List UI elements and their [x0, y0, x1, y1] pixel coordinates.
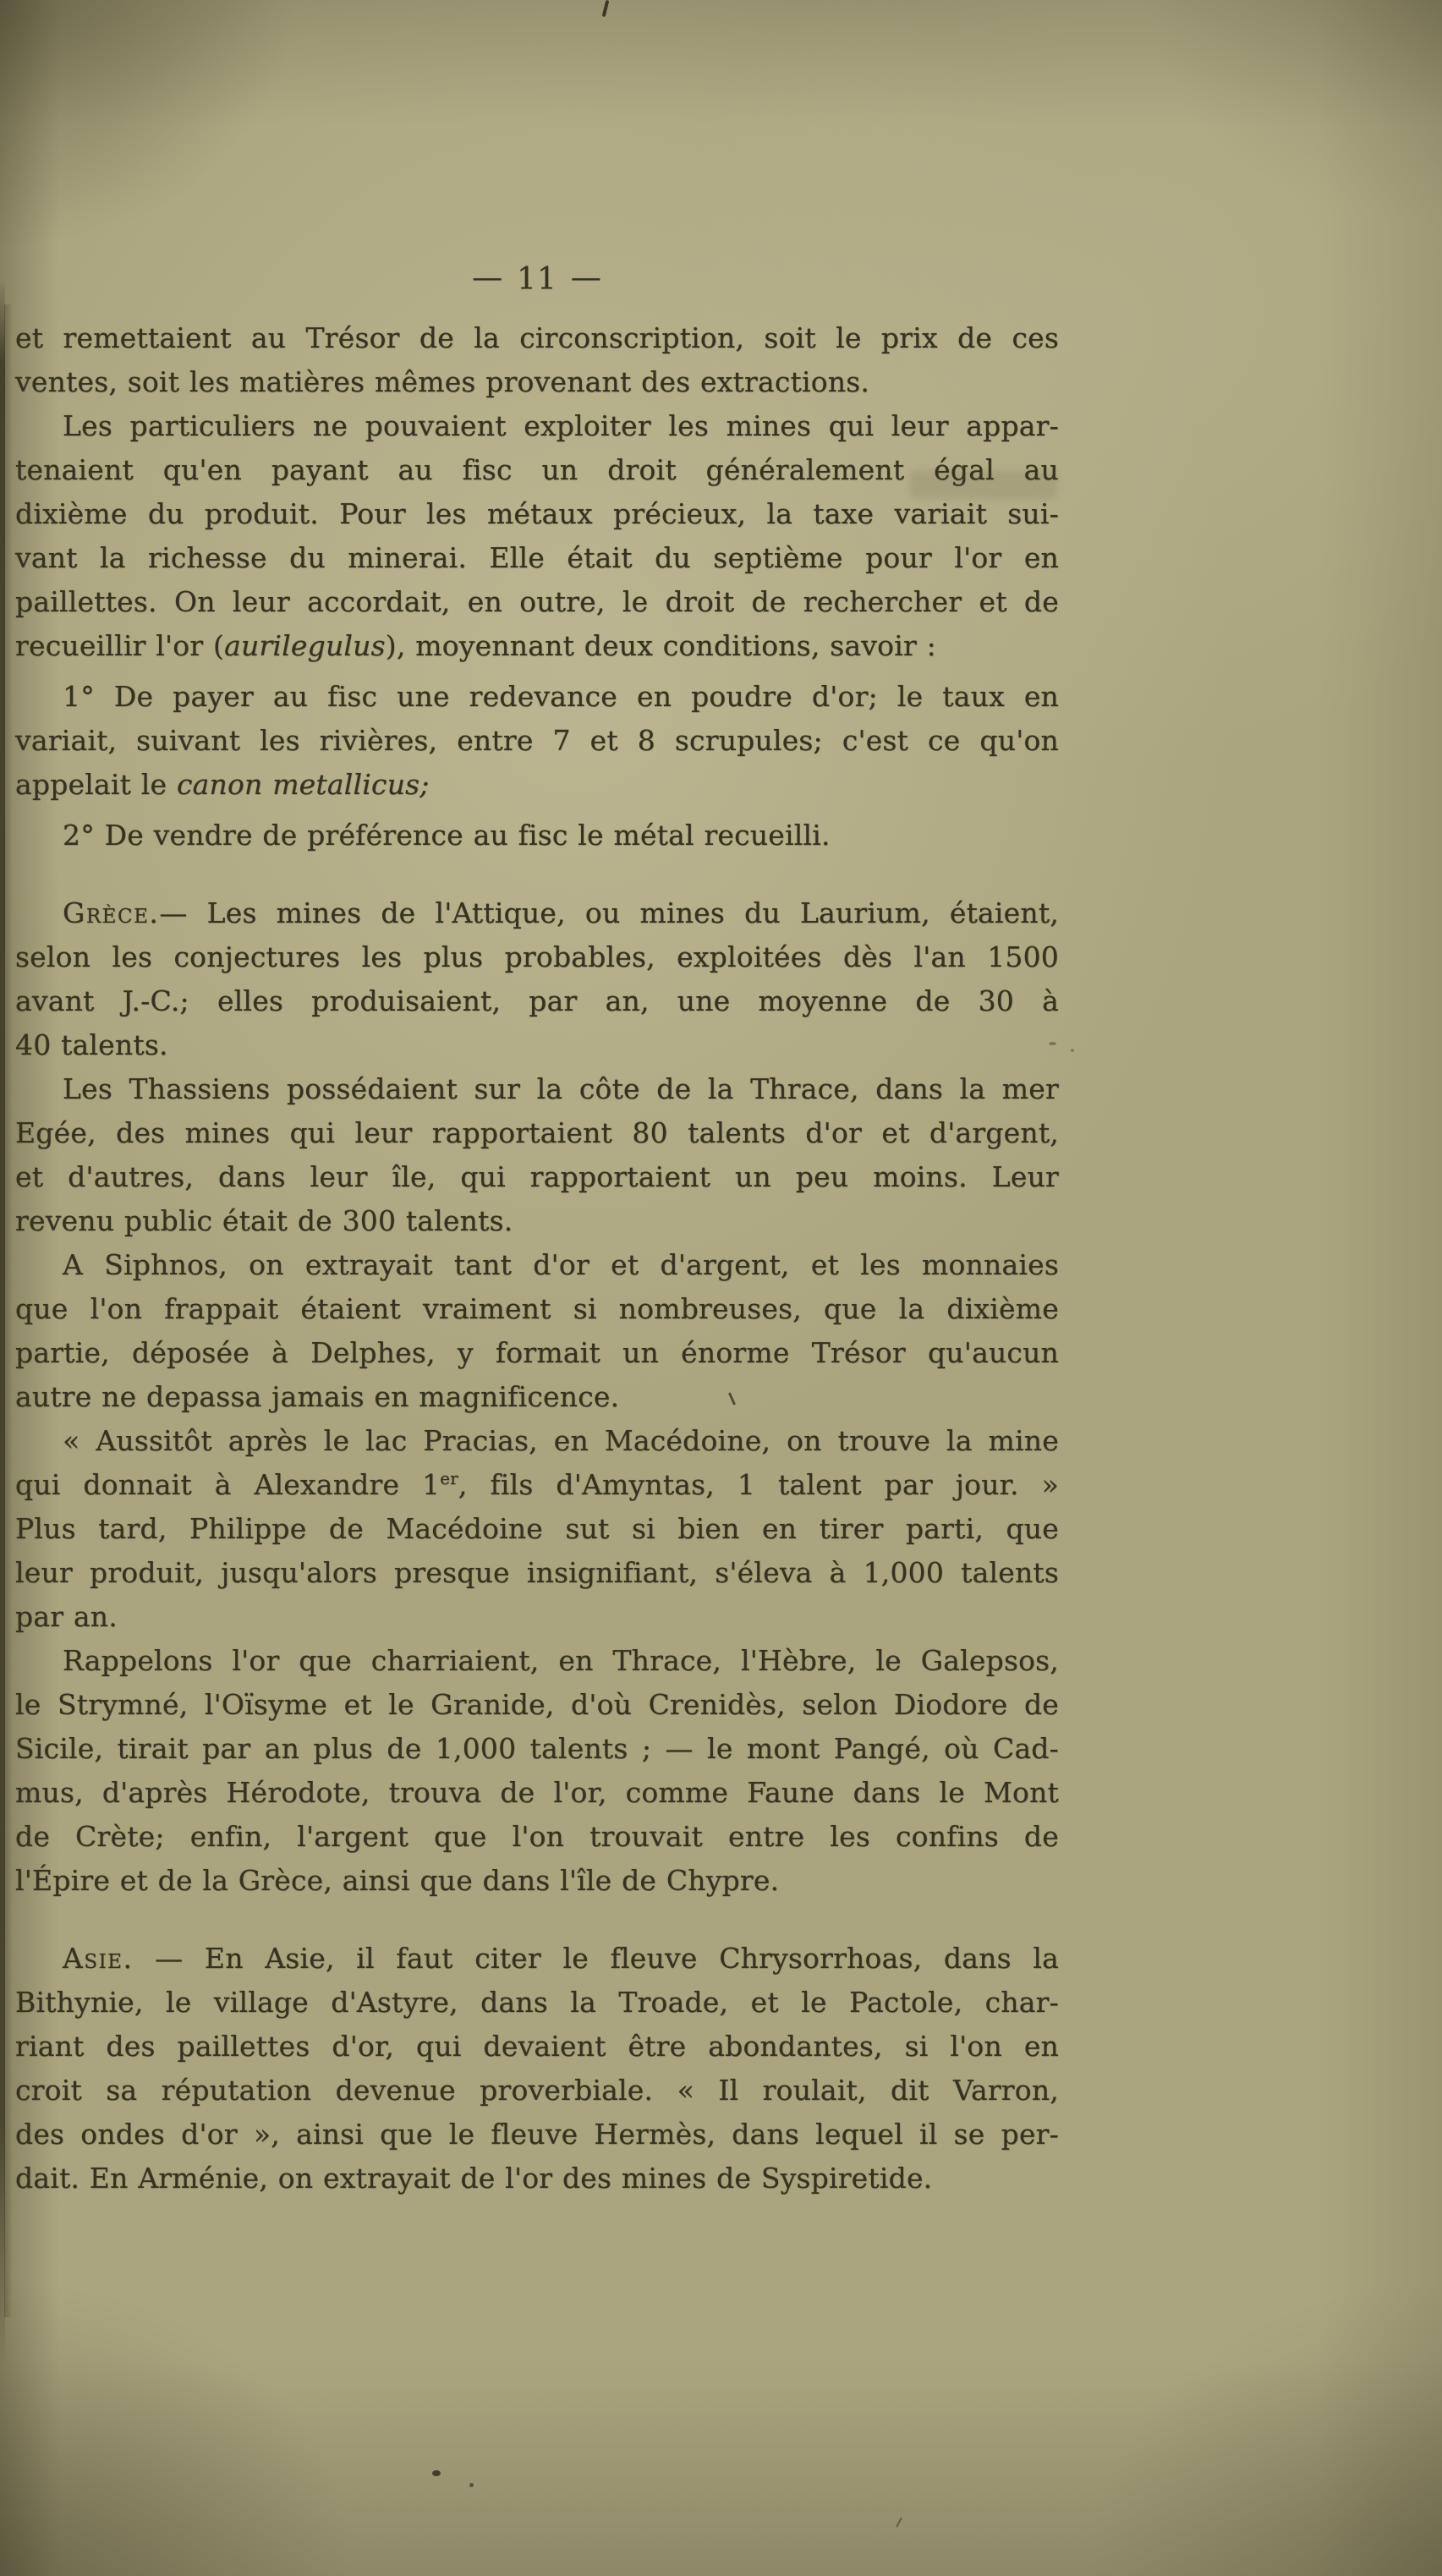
text-line [15, 1463, 1059, 1507]
text-segment: avant J.-C.; elles produisaient, par an, une moyenne de 30 à [15, 984, 1059, 1017]
text-segment: 1° De payer au fisc une redevance en poudre d'or; le taux en [63, 680, 1059, 713]
ink-speck [896, 2517, 902, 2527]
section-heading: Asie. [63, 1942, 134, 1975]
text-line [15, 1507, 1059, 1551]
section-heading: Grèce. [63, 896, 160, 929]
text-segment: autre ne depassa jamais en magnificence. [15, 1380, 620, 1413]
text-line [15, 1771, 1059, 1815]
text-line [15, 1375, 1059, 1419]
text-line [15, 814, 1059, 858]
text-segment: er [440, 1469, 458, 1488]
text-segment: leur produit, jusqu'alors presque insignifiant, s'éleva à 1,000 talents [15, 1556, 1059, 1589]
text-line [15, 1331, 1059, 1375]
ink-speck [1049, 1042, 1056, 1045]
text-segment: dait. En Arménie, on extrayait de l'or des mines de Syspiretide. [15, 2162, 933, 2195]
text-line [15, 536, 1059, 580]
text-line [15, 624, 1059, 668]
text-segment: riant des paillettes d'or, qui devaient être abondantes, si l'on en [15, 2030, 1059, 2063]
text-line [15, 1023, 1059, 1067]
text-line [15, 448, 1059, 492]
text-segment: Les Thassiens possédaient sur la côte de la Thrace, dans la mer [63, 1072, 1059, 1105]
text-segment: appelait le [15, 768, 177, 801]
text-segment: Sicile, tirait par an plus de 1,000 talents ; — le mont Pangé, où Cad- [15, 1732, 1059, 1765]
text-segment: et d'autres, dans leur île, qui rapportaient un peu moins. Leur [15, 1160, 1059, 1193]
text-segment: , fils d'Amyntas, 1 talent par jour. » [458, 1468, 1059, 1501]
paragraph [15, 1419, 1059, 1639]
text-segment: canon metallicus; [176, 768, 430, 801]
text-segment: revenu public était de 300 talents. [15, 1204, 513, 1237]
text-segment: paillettes. On leur accordait, en outre, le droit de rechercher et de [15, 585, 1059, 618]
text-line [15, 492, 1059, 536]
page-header [15, 260, 1059, 299]
ink-speck [469, 2483, 474, 2487]
text-segment: recueillir l'or ( [15, 629, 225, 662]
text-segment: Rappelons l'or que charriaient, en Thrace, l'Hèbre, le Galepsos, [63, 1644, 1059, 1677]
ink-speck [1071, 1049, 1074, 1052]
text-segment: 40 talents. [15, 1028, 168, 1061]
text-segment: mus, d'après Hérodote, trouva de l'or, comme Faune dans le Mont [15, 1776, 1059, 1809]
text-line [15, 1981, 1059, 2025]
paragraph [15, 814, 1059, 858]
text-line [15, 2157, 1059, 2201]
text-line [15, 1551, 1059, 1595]
text-line [15, 1199, 1059, 1243]
page-edge-shadow-soft [4, 304, 13, 2317]
paragraph [15, 1243, 1059, 1419]
text-segment: ), moyennant deux conditions, savoir : [385, 629, 936, 662]
text-line [15, 1111, 1059, 1155]
paragraph [15, 891, 1059, 1067]
text-segment: tenaient qu'en payant au fisc un droit généralement égal au [15, 453, 1059, 486]
text-segment: de Crète; enfin, l'argent que l'on trouvait entre les confins de [15, 1820, 1059, 1853]
text-line [15, 1639, 1059, 1683]
text-segment: le Strymné, l'Oïsyme et le Granide, d'où Crenidès, selon Diodore de [15, 1688, 1059, 1721]
text-line [15, 1287, 1059, 1331]
text-line [15, 979, 1059, 1023]
text-segment: « Aussitôt après le lac Pracias, en Macédoine, on trouve la mine [63, 1424, 1059, 1457]
text-segment: ventes, soit les matières mêmes provenant des extractions. [15, 365, 870, 398]
text-line [15, 763, 1059, 807]
text-segment: partie, déposée à Delphes, y formait un énorme Trésor qu'aucun [15, 1336, 1059, 1369]
text-segment: Les particuliers ne pouvaient exploiter les mines qui leur appar- [63, 409, 1059, 442]
text-line [15, 360, 1059, 404]
text-segment: et remettaient au Trésor de la circonscription, soit le prix de ces [15, 321, 1059, 354]
show-through-smudge [909, 470, 1057, 499]
text-line [15, 1727, 1059, 1771]
text-segment: selon les conjectures les plus probables, exploitées dès l'an 1500 [15, 940, 1059, 973]
body-text [15, 316, 1059, 2201]
text-line [15, 675, 1059, 719]
text-segment: variait, suivant les rivières, entre 7 et 8 scrupules; c'est ce qu'on [15, 724, 1059, 757]
paragraph [15, 404, 1059, 668]
ink-speck [602, 0, 610, 17]
text-segment: des ondes d'or », ainsi que le fleuve Hermès, dans lequel il se per- [15, 2118, 1059, 2151]
text-segment: dixième du produit. Pour les métaux précieux, la taxe variait sui- [15, 497, 1059, 530]
text-line [15, 1243, 1059, 1287]
text-segment: aurilegulus [224, 629, 386, 662]
text-line [15, 935, 1059, 979]
text-line [15, 2069, 1059, 2113]
text-segment: croit sa réputation devenue proverbiale. « Il roulait, dit Varron, [15, 2074, 1059, 2107]
paragraph [15, 1639, 1059, 1903]
text-segment: Plus tard, Philippe de Macédoine sut si bien en tirer parti, que [15, 1512, 1059, 1545]
text-segment: l'Épire et de la Grèce, ainsi que dans l'île de Chypre. [15, 1864, 780, 1897]
header-dash-left: — [472, 260, 504, 295]
text-line [15, 891, 1059, 935]
text-segment: qui donnait à Alexandre 1 [15, 1468, 441, 1501]
text-line [15, 1067, 1059, 1111]
text-segment: que l'on frappait étaient vraiment si nombreuses, que la dixième [15, 1292, 1059, 1325]
text-segment: A Siphnos, on extrayait tant d'or et d'argent, et les monnaies [63, 1248, 1059, 1281]
text-line [15, 2025, 1059, 2069]
paragraph [15, 1937, 1059, 2201]
text-line [15, 1595, 1059, 1639]
text-line [15, 316, 1059, 360]
text-line [15, 1859, 1059, 1903]
text-line [15, 1419, 1059, 1463]
paragraph [15, 675, 1059, 807]
text-segment: Bithynie, le village d'Astyre, dans la Troade, et le Pactole, char- [15, 1986, 1059, 2019]
header-dash-right: — [570, 260, 602, 295]
text-segment: par an. [15, 1600, 118, 1633]
text-segment: vant la richesse du minerai. Elle était du septième pour l'or en [15, 541, 1059, 574]
text-line [15, 1683, 1059, 1727]
text-segment: Egée, des mines qui leur rapportaient 80 talents d'or et d'argent, [15, 1116, 1059, 1149]
text-segment: — En Asie, il faut citer le fleuve Chrysorrhoas, dans la [133, 1942, 1059, 1975]
text-line [15, 1155, 1059, 1199]
ink-speck [432, 2470, 441, 2476]
text-segment: 2° De vendre de préférence au fisc le métal recueilli. [63, 819, 831, 852]
page-number: 11 [517, 262, 557, 297]
paragraph [15, 1067, 1059, 1243]
text-line [15, 1937, 1059, 1981]
paragraph [15, 316, 1059, 404]
text-line [15, 580, 1059, 624]
text-line [15, 2113, 1059, 2157]
text-segment: — Les mines de l'Attique, ou mines du Laurium, étaient, [159, 896, 1059, 929]
text-line [15, 1815, 1059, 1859]
text-line [15, 404, 1059, 448]
text-line [15, 719, 1059, 763]
